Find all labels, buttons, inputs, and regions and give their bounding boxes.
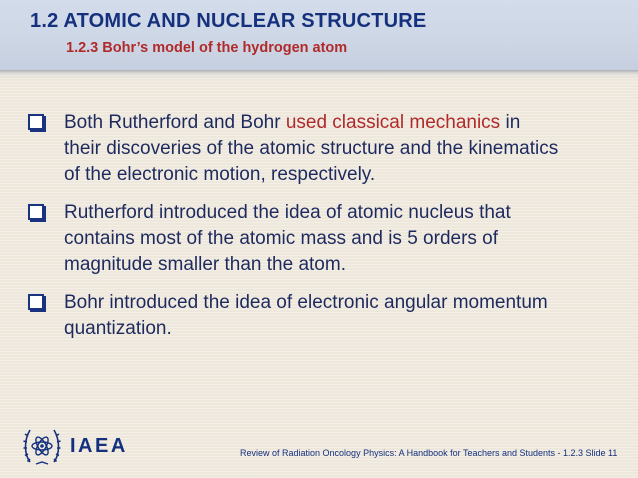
checkbox-bullet-icon <box>28 294 44 310</box>
slide-footer: Review of Radiation Oncology Physics: A Handbook for Teachers and Students - 1.2.3 Slide 11 <box>240 448 618 458</box>
bullet-line: contains most of the atomic mass and is 5 orders of <box>64 228 499 249</box>
bullet-item <box>28 200 628 278</box>
iaea-logo <box>22 424 142 468</box>
bullet-line: quantization. <box>64 318 172 339</box>
bullet-list <box>28 110 628 342</box>
bullet-line: Rutherford introduced the idea of atomic nucleus that <box>64 202 511 223</box>
text-segment: in <box>500 112 521 133</box>
bullet-text <box>64 290 628 342</box>
slide-subtitle: 1.2.3 Bohr’s model of the hydrogen atom <box>66 40 348 56</box>
bullet-text <box>64 110 628 188</box>
checkbox-bullet-icon <box>28 114 44 130</box>
highlighted-phrase: used classical mechanics <box>285 112 501 133</box>
slide-header <box>0 0 638 70</box>
bullet-item <box>28 290 628 342</box>
slide-title: 1.2 ATOMIC AND NUCLEAR STRUCTURE <box>30 10 427 32</box>
bullet-line: of the electronic motion, respectively. <box>64 164 376 185</box>
checkbox-bullet-icon <box>28 204 44 220</box>
header-divider <box>0 70 638 80</box>
text-segment: Both Rutherford and Bohr <box>64 112 286 133</box>
iaea-logo-text: IAEA <box>70 434 128 457</box>
bullet-line: their discoveries of the atomic structure and the kinematics <box>64 138 559 159</box>
bullet-item <box>28 110 628 188</box>
bullet-line: Bohr introduced the idea of electronic angular momentum <box>64 292 548 313</box>
bullet-text <box>64 200 628 278</box>
iaea-emblem-icon <box>22 424 62 468</box>
bullet-line: magnitude smaller than the atom. <box>64 254 346 275</box>
bullet-line <box>64 112 520 133</box>
